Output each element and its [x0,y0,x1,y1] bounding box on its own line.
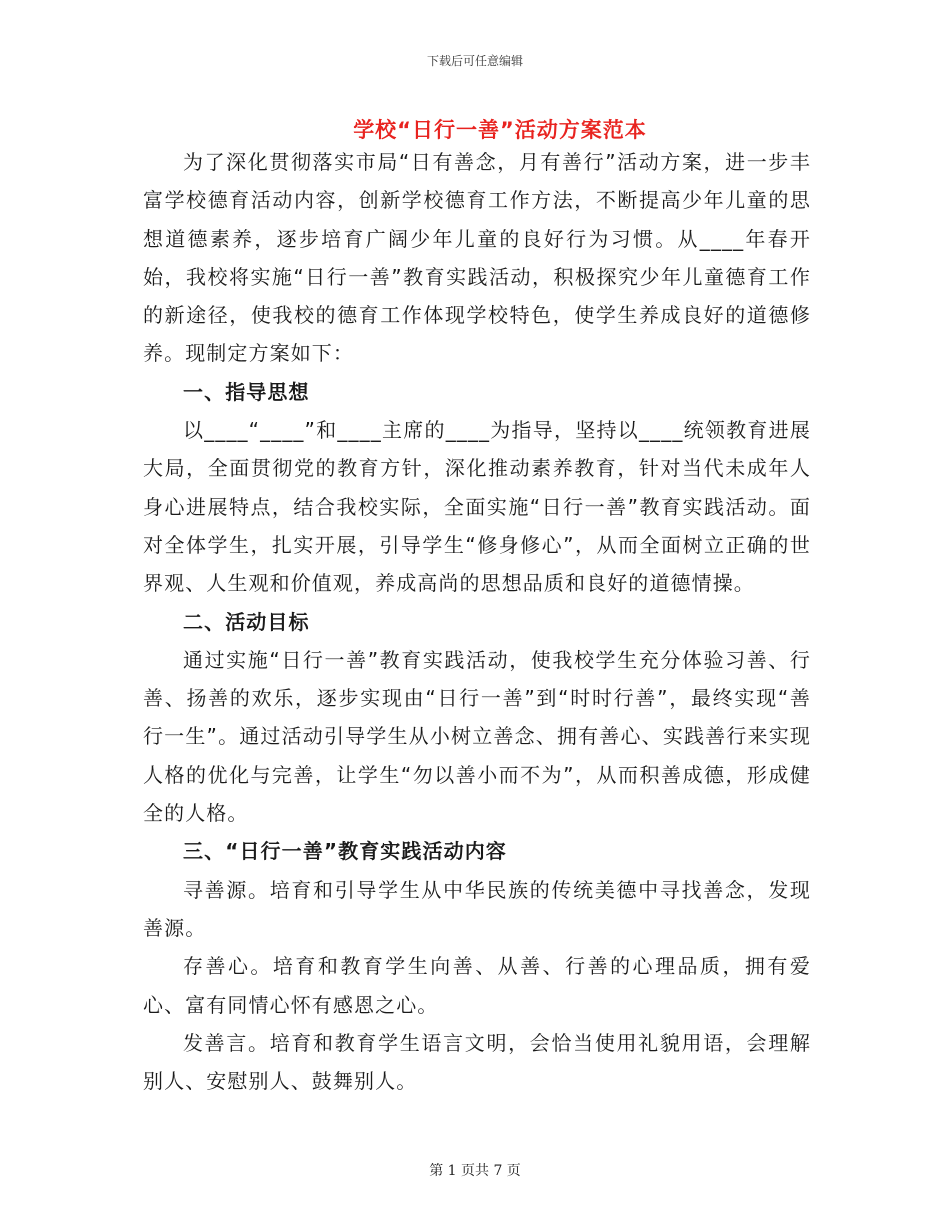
intro-paragraph: 为了深化贯彻落实市局“日有善念，月有善行”活动方案，进一步丰富学校德育活动内容，创新学校德育工作方法，不断提高少年儿童的思想道德素养，逐步培育广阔少年儿童的良好行为习惯。从____年春开始，我校将实施“日行一善”教育实践活动，积极探究少年儿童德育工作的新途径，使我校的德育工作体现学校特色，使学生养成良好的道德修养。现制定方案如下： [143,150,811,366]
document-title: 学校“日行一善”活动方案范本 [353,118,647,142]
section-paragraph: 通过实施“日行一善”教育实践活动，使我校学生充分体验习善、行善、扬善的欢乐，逐步实现由“日行一善”到“时时行善”，最终实现“善行一生”。通过活动引导学生从小树立善念、拥有善心、实践善行来实现人格的优化与完善，让学生“勿以善小而不为”，从而积善成德，形成健全的人格。 [143,647,811,826]
section-activity-content [143,832,811,1100]
page-footer-number: 第 1 页共 7 页 [429,1163,521,1179]
section-paragraph: 发善言。培育和教育学生语言文明，会恰当使用礼貌用语，会理解别人、安慰别人、鼓舞别人。 [143,1030,811,1094]
section-paragraph: 寻善源。培育和引导学生从中华民族的传统美德中寻找善念，发现善源。 [143,877,811,940]
section-guiding-ideology [143,373,811,603]
section-paragraph: 存善心。培育和教育学生向善、从善、行善的心理品质，拥有爱心、富有同情心怀有感恩之心。 [143,954,811,1017]
section-heading: 二、活动目标 [183,609,310,634]
section-heading: 三、“日行一善”教育实践活动内容 [183,839,507,864]
section-activity-goals [143,603,811,833]
document-body [143,143,811,1100]
page-header-note: 下载后可任意编辑 [426,54,523,68]
section-heading: 一、指导思想 [183,379,310,404]
section-paragraph: 以____“____”和____主席的____为指导，坚持以____统领教育进展大局，全面贯彻党的教育方针，深化推动素养教育，针对当代未成年人身心进展特点，结合我校实际，全面实施“日行一善”教育实践活动。面对全体学生，扎实开展，引导学生“修身修心”，从而全面树立正确的世界观、人生观和价值观，养成高尚的思想品质和良好的道德情操。 [143,418,811,596]
